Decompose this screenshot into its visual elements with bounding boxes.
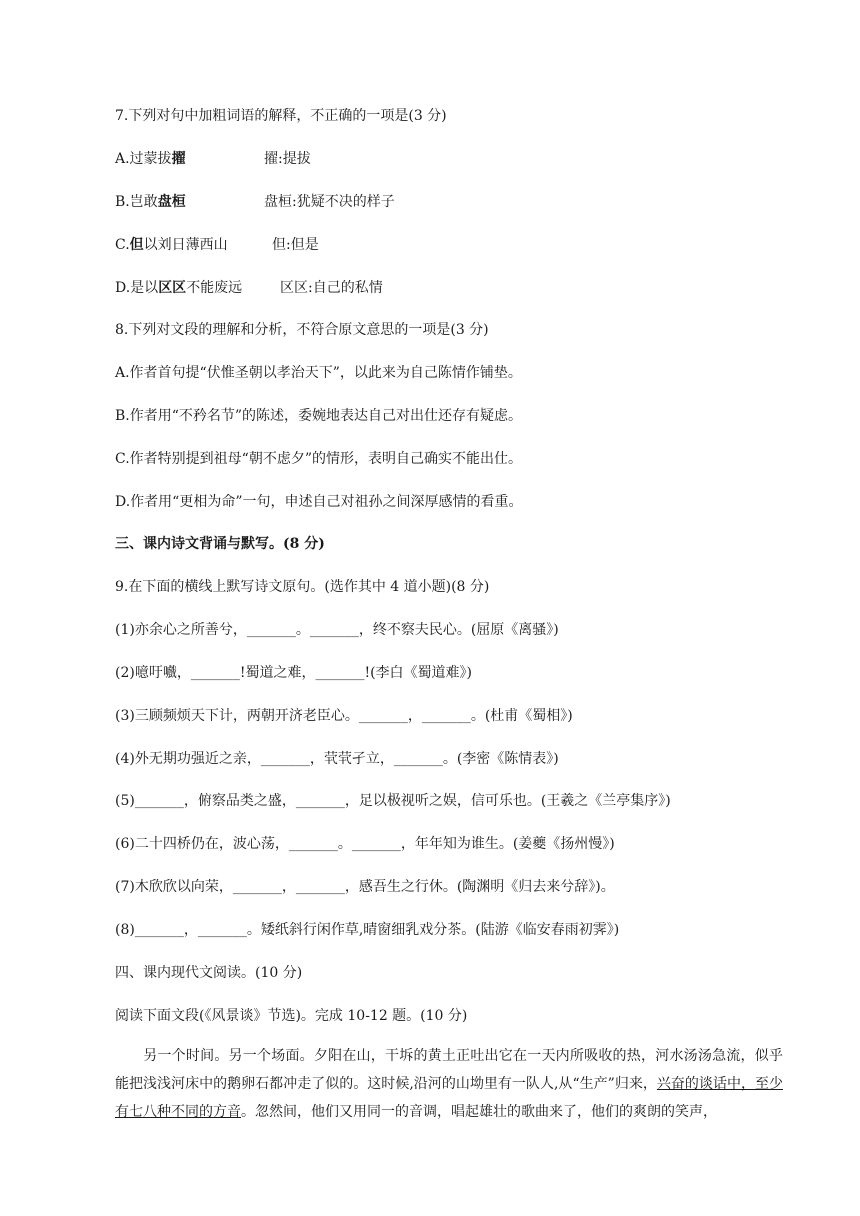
q9-stem: 9.在下面的横线上默写诗文原句。(选作其中 4 道小题)(8 分) (115, 579, 490, 595)
q7-option-d-suffix: 不能废远 (186, 280, 243, 296)
q7-option-a-bold: 擢 (171, 151, 186, 167)
q7-option-b-prefix: B.岂敢 (115, 194, 158, 210)
passage-text-2: 。忽然间，他们又用同一的音调，唱起雄壮的歌曲来了，他们的爽朗的笑声， (241, 1104, 717, 1120)
q9-item-1: (1)亦余心之所善兮，_______。_______，终不察夫民心。(屈原《离骚》) (115, 622, 559, 638)
q9-item-7: (7)木欣欣以向荣，_______，_______，感吾生之行休。(陶渊明《归去来兮辞》)。 (115, 879, 615, 895)
q8-option-b: B.作者用“不矜名节”的陈述，委婉地表达自己对出仕还存有疑虑。 (115, 408, 523, 424)
q8-option-c: C.作者特别提到祖母“朝不虑夕”的情形，表明自己确实不能出仕。 (115, 451, 522, 467)
q7-option-b-bold: 盘桓 (157, 194, 186, 210)
q7-option-d-prefix: D.是以 (115, 280, 159, 296)
q8-option-d: D.作者用“更相为命”一句，申述自己对祖孙之间深厚感情的看重。 (115, 494, 523, 510)
reading-passage (115, 1042, 783, 1126)
q7-option-c-bold: 但 (129, 237, 144, 253)
q7-option-a-gloss: 擢:提拔 (264, 151, 311, 167)
q7-option-c (115, 235, 228, 255)
section3-title: 三、课内诗文背诵与默写。(8 分) (115, 536, 325, 552)
q7-option-d (115, 278, 242, 298)
passage-underlined-sentence: 兴奋的谈话中，至少有七八种不同的方音 (115, 1076, 784, 1120)
passage-text-1: 另一个时间。另一个场面。夕阳在山，干坼的黄土正吐出它在一天内所吸收的热，河水汤汤急流，似乎能把浅浅河床中的鹅卵石都冲走了似的。这时候,沿河的山坳里有一队人,从“生产”归来， (115, 1048, 783, 1092)
q7-option-c-gloss: 但:但是 (272, 237, 319, 253)
q9-item-5: (5)_______，俯察品类之盛，_______，足以极视听之娱，信可乐也。(王羲之《兰亭集序》) (115, 793, 671, 809)
section4-title: 四、课内现代文阅读。(10 分) (115, 965, 303, 981)
q7-option-d-gloss: 区区:自己的私情 (280, 280, 383, 296)
q9-item-4: (4)外无期功强近之亲，_______，茕茕孑立，_______。(李密《陈情表》) (115, 751, 559, 767)
q9-item-6: (6)二十四桥仍在，波心荡，_______。_______，年年知为谁生。(姜夔《扬州慢》) (115, 836, 615, 852)
q8-option-a: A.作者首句提“伏惟圣朝以孝治天下”，以此来为自己陈情作铺垫。 (115, 365, 522, 381)
section4-intro: 阅读下面文段(《风景谈》节选)。完成 10-12 题。(10 分) (115, 1008, 468, 1024)
q7-option-d-bold: 区区 (158, 280, 187, 296)
q7-option-a-prefix: A.过蒙拔 (115, 151, 172, 167)
q9-item-2: (2)噫吁嚱，_______!蜀道之难，_______!(李白《蜀道难》) (115, 665, 473, 681)
q9-item-3: (3)三顾频烦天下计，两朝开济老臣心。_______，_______。(杜甫《蜀相》) (115, 708, 573, 724)
q7-option-c-suffix: 以刘日薄西山 (143, 237, 228, 253)
q8-stem: 8.下列对文段的理解和分析，不符合原文意思的一项是(3 分) (115, 322, 489, 338)
q9-item-8: (8)_______，_______。矮纸斜行闲作草,晴窗细乳戏分茶。(陆游《临安春雨初霁》) (115, 922, 620, 938)
q7-option-a (115, 149, 186, 169)
q7-stem: 7.下列对句中加粗词语的解释，不正确的一项是(3 分) (115, 108, 447, 124)
q7-option-b (115, 192, 186, 212)
q7-option-b-gloss: 盘桓:犹疑不决的样子 (264, 194, 395, 210)
q7-option-c-prefix: C. (115, 237, 130, 253)
